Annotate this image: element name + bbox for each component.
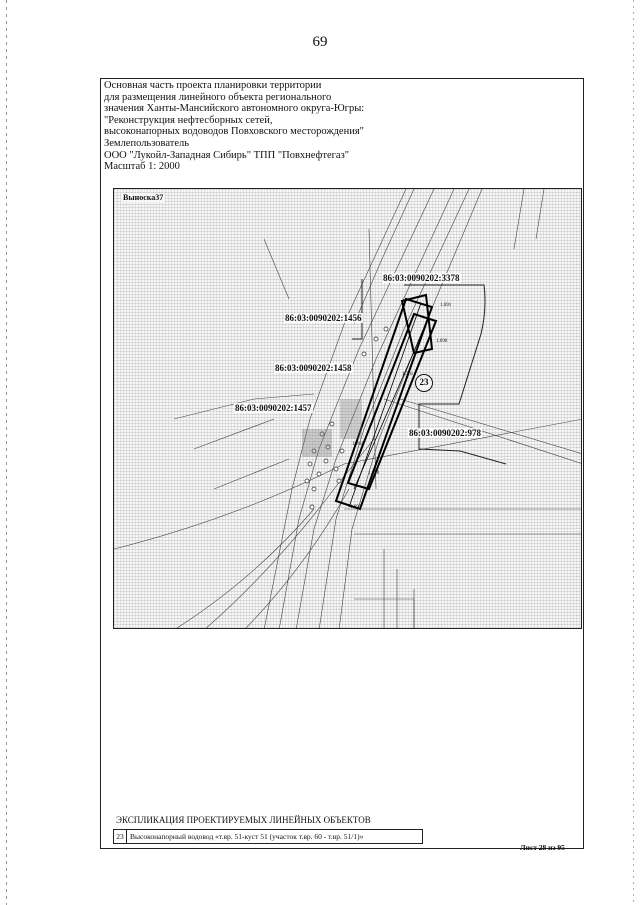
- contour-line: [514, 189, 524, 249]
- sheet-number: Лист 28 из 95: [520, 843, 565, 852]
- explication-table: [113, 829, 423, 844]
- contour-line: [264, 239, 289, 299]
- header-line: для размещения линейного объекта регионального: [104, 91, 332, 103]
- header-line: высоконапорных водоводов Повховского месторождения": [104, 126, 364, 138]
- map-panel: [113, 188, 582, 629]
- parcel-label: 86:03:0090202:1458: [275, 363, 352, 373]
- parcel-label: 86:03:0090202:3378: [383, 273, 460, 283]
- contour-line: [296, 189, 454, 629]
- well-circle: [374, 337, 378, 341]
- contour-line: [174, 509, 314, 629]
- well-circle: [324, 459, 328, 463]
- well-circle: [337, 479, 341, 483]
- point-label: 1.699: [350, 505, 362, 510]
- point-label: 1.691: [440, 303, 452, 308]
- well-circle: [317, 472, 321, 476]
- well-circle: [340, 449, 344, 453]
- scan-edge-right: [633, 0, 634, 905]
- explication-title: ЭКСПЛИКАЦИЯ ПРОЕКТИРУЕМЫХ ЛИНЕЙНЫХ ОБЪЕКТОВ: [116, 815, 371, 825]
- scan-edge-left: [6, 0, 7, 905]
- explication-row-number: 23: [114, 830, 127, 843]
- contour-line: [536, 189, 544, 239]
- well-circle: [334, 467, 338, 471]
- header-line: ООО "Лукойл-Западная Сибирь" ТПП "Повхнефтегаз": [104, 149, 350, 161]
- point-label: 1.690: [436, 339, 448, 344]
- contour-line: [400, 399, 582, 454]
- header-line: Землепользователь: [104, 137, 190, 149]
- header-line: значения Ханты-Мансийского автономного округа-Югры:: [104, 103, 365, 115]
- point-label: 1.702: [352, 442, 364, 447]
- well-circle: [310, 505, 314, 509]
- map-title: Выноска37: [123, 193, 164, 202]
- parcel-label: 86:03:0090202:978: [409, 428, 481, 438]
- contour-line: [214, 459, 289, 489]
- well-circle: [308, 462, 312, 466]
- hatch-area: [302, 429, 332, 457]
- header-line: Основная часть проекта планировки территории: [104, 80, 322, 91]
- parcel-label: 86:03:0090202:1457: [235, 403, 312, 413]
- header-block: [104, 80, 404, 173]
- explication-row-description: Высоконапорный водовод «т.вр. 51-куст 51 (участок т.вр. 60 - т.вр. 51/1)»: [130, 832, 364, 841]
- header-line: "Реконструкция нефтесборных сетей,: [104, 114, 273, 126]
- well-circle: [312, 487, 316, 491]
- header-line: Масштаб 1: 2000: [104, 161, 180, 173]
- contour-line: [194, 419, 274, 449]
- well-circle: [362, 352, 366, 356]
- well-circle: [384, 327, 388, 331]
- hatch-area: [340, 399, 362, 439]
- well-circle: [330, 422, 334, 426]
- contour-line: [369, 229, 376, 489]
- parcel-label: 86:03:0090202:1456: [285, 313, 362, 323]
- object-marker-23: 23: [415, 374, 433, 392]
- contour-line: [244, 489, 349, 629]
- page-number: 69: [312, 34, 328, 50]
- well-circle: [305, 479, 309, 483]
- map-drawing: [114, 189, 582, 629]
- point-label: 1.700: [368, 471, 380, 476]
- point-label: 1.701: [402, 372, 414, 377]
